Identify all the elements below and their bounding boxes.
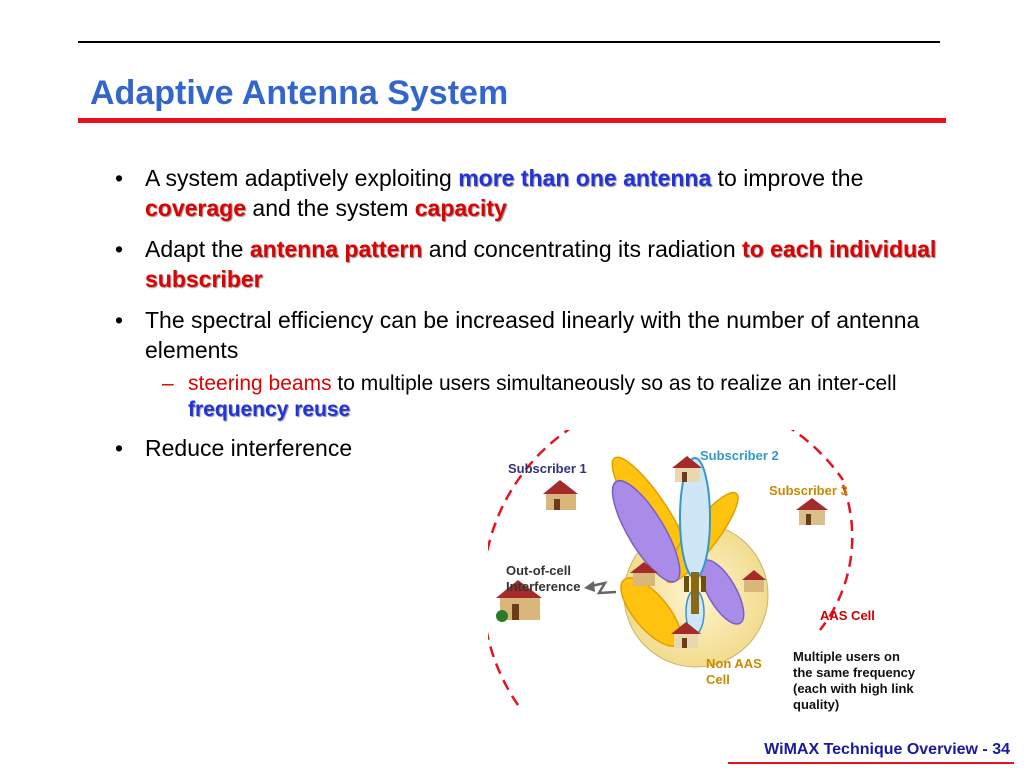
note-line-3: (each with high link — [793, 681, 914, 696]
label-out-of-cell — [506, 563, 580, 595]
label-out-of-cell-line1: Out-of-cell — [506, 563, 571, 578]
bullet-2-emphasis-subscriber: to each individual subscriber — [145, 236, 937, 292]
sub-bullet-text: to multiple users simultaneously so as to realize an inter-cell — [331, 372, 897, 395]
bullet-1 — [112, 163, 942, 223]
bullet-3-text: The spectral efficiency can be increased linearly with the number of antenna elements — [145, 307, 920, 363]
label-out-of-cell-line2: Interference — [506, 579, 581, 594]
label-non-aas-line2: Cell — [706, 672, 730, 687]
house-subscriber-3 — [796, 498, 828, 525]
label-subscriber-1: Subscriber 1 — [508, 461, 587, 476]
note-line-1: Multiple users on — [793, 649, 900, 664]
bullet-2-text-a: Adapt the — [145, 236, 250, 262]
sub-bullet — [162, 371, 942, 423]
bullet-1-emphasis-coverage: coverage — [145, 195, 247, 221]
bullet-2 — [112, 234, 942, 294]
bullet-1-emphasis-antenna: more than one antenna — [458, 165, 712, 191]
label-multiple-users-note — [793, 649, 915, 713]
label-non-aas-cell — [706, 656, 762, 688]
note-line-4: quality) — [793, 697, 840, 712]
label-aas-cell: AAS Cell — [820, 608, 875, 623]
bullet-1-text-c: and the system — [246, 195, 415, 221]
bullet-list — [112, 163, 942, 474]
sub-bullet-emphasis-reuse: frequency reuse — [188, 398, 351, 421]
title-underline — [78, 118, 946, 123]
house-subscriber-1 — [543, 480, 578, 510]
slide-footer: WiMAX Technique Overview - 34 — [764, 741, 1010, 758]
bullet-1-emphasis-capacity: capacity — [414, 195, 507, 221]
label-non-aas-line1: Non AAS — [706, 656, 762, 671]
slide-title: Adaptive Antenna System — [90, 74, 509, 112]
bullet-1-text-a: A system adaptively exploiting — [145, 165, 459, 191]
bullet-1-text-b: to improve the — [711, 165, 864, 191]
footer-underline — [728, 762, 1014, 764]
note-line-2: the same frequency — [793, 665, 916, 680]
aas-diagram — [488, 430, 978, 720]
sub-bullet-steering-beams: steering beams — [188, 372, 332, 395]
label-subscriber-2: Subscriber 2 — [700, 448, 779, 463]
bullet-3 — [112, 305, 942, 365]
label-subscriber-3: Subscriber 3 — [769, 483, 848, 498]
bullet-2-text-b: and concentrating its radiation — [422, 236, 743, 262]
bullet-2-emphasis-pattern: antenna pattern — [249, 236, 423, 262]
bullet-4-text: Reduce interference — [145, 435, 353, 461]
top-rule — [78, 41, 940, 43]
interference-arrowhead — [584, 581, 595, 592]
